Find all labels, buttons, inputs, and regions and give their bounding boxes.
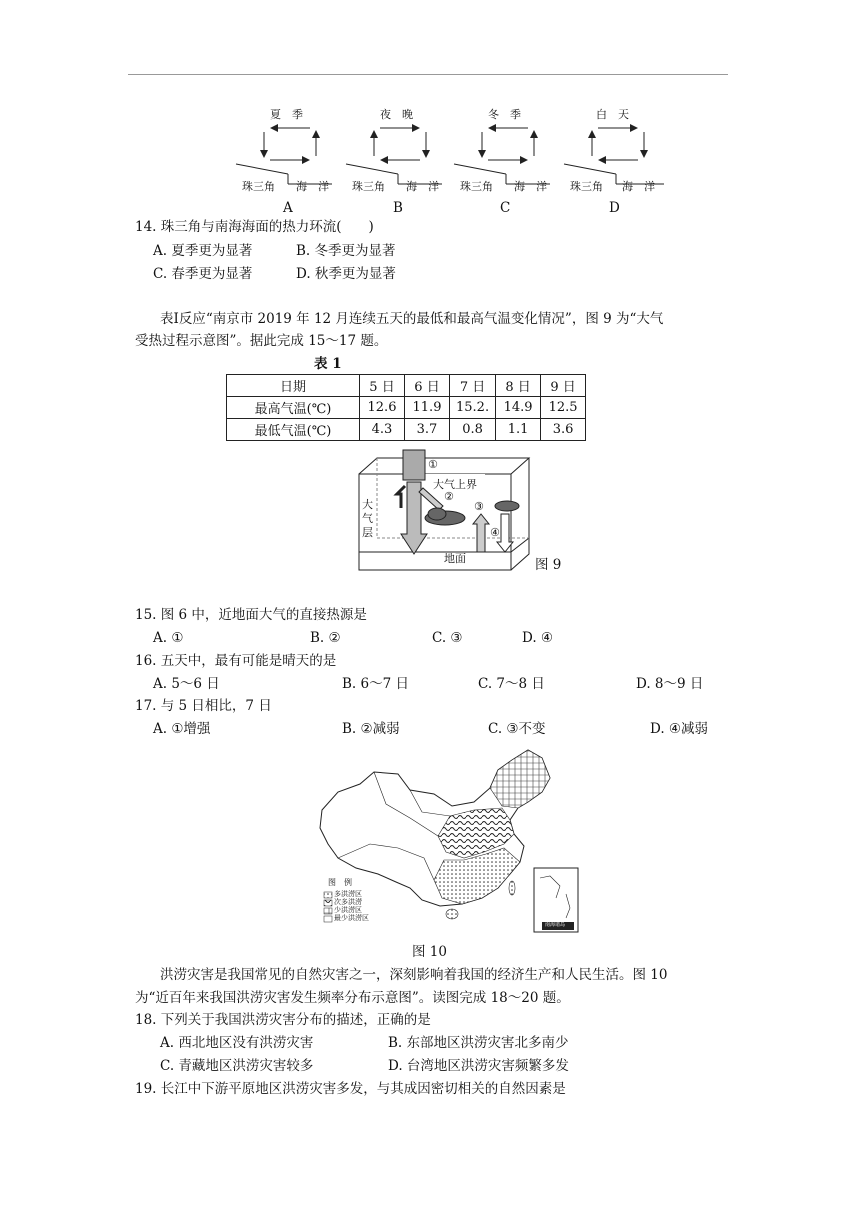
- panel-d-top: 白 天: [596, 108, 629, 121]
- table1-caption: 表 1: [314, 356, 342, 372]
- intro2-line2: 为“近百年来我国洪涝灾害发生频率分布示意图”。读图完成 18～20 题。: [135, 990, 570, 1006]
- table-cell: 7 日: [450, 375, 496, 397]
- table-cell: 1.1: [496, 419, 541, 441]
- q18-option-d: D. 台湾地区洪涝灾害频繁多发: [388, 1058, 569, 1074]
- panel-a-sea: 海 洋: [296, 180, 329, 193]
- intro2-line1: 洪涝灾害是我国常见的自然灾害之一，深刻影响着我国的经济生产和人民生活。图 10: [160, 967, 668, 983]
- fig9-caption: 图 9: [535, 557, 562, 573]
- panel-b-land: 珠三角: [352, 180, 385, 193]
- panel-c-land: 珠三角: [460, 180, 493, 193]
- intro1-line1: 表Ⅰ反应“南京市 2019 年 12 月连续五天的最低和最高气温变化情况”，图 9 为“大气: [160, 311, 664, 327]
- q15-stem: 15. 图 6 中，近地面大气的直接热源是: [135, 607, 367, 623]
- q18-option-c: C. 青藏地区洪涝灾害较多: [160, 1058, 314, 1074]
- table-cell: 最低气温(℃): [227, 419, 360, 441]
- panel-c-sea: 海 洋: [514, 180, 547, 193]
- panel-a-top: 夏 季: [270, 108, 303, 121]
- fig9-mark-1: ①: [428, 458, 438, 471]
- table-cell: 日期: [227, 375, 360, 397]
- legend-title: 图 例: [328, 878, 352, 887]
- q14-option-d: D. 秋季更为显著: [296, 266, 396, 282]
- q18-option-b: B. 东部地区洪涝灾害北多南少: [388, 1035, 569, 1051]
- q17-option-c: C. ③不变: [488, 721, 546, 737]
- table-row: [227, 419, 586, 441]
- q17-stem: 17. 与 5 日相比，7 日: [135, 698, 272, 714]
- legend-item-1: 多洪涝区: [334, 890, 362, 898]
- table-cell: 9 日: [541, 375, 586, 397]
- table-cell: 0.8: [450, 419, 496, 441]
- q16-option-d: D. 8～9 日: [636, 676, 704, 692]
- q15-option-a: A. ①: [153, 630, 184, 646]
- header-rule: [128, 74, 728, 75]
- fig9-top-label: 大气上界: [433, 478, 477, 491]
- table-cell: 3.7: [405, 419, 450, 441]
- panel-d-land: 珠三角: [570, 180, 603, 193]
- q14-option-b: B. 冬季更为显著: [296, 243, 396, 259]
- table-header-row: [227, 375, 586, 397]
- q17-option-a: A. ①增强: [153, 721, 211, 737]
- q18-option-a: A. 西北地区没有洪涝灾害: [160, 1035, 314, 1051]
- q14-option-c: C. 春季更为显著: [153, 266, 253, 282]
- fig10-caption: 图 10: [412, 944, 447, 960]
- table-cell: 12.5: [541, 397, 586, 419]
- legend-item-3: 少洪涝区: [334, 906, 362, 914]
- q17-option-b: B. ②减弱: [342, 721, 400, 737]
- panel-b-letter: B: [393, 200, 403, 216]
- panel-b-sea: 海 洋: [406, 180, 439, 193]
- table-row: [227, 397, 586, 419]
- q16-option-a: A. 5～6 日: [153, 676, 220, 692]
- fig9-mark-2: ②: [444, 490, 454, 503]
- table-1: [226, 374, 586, 441]
- table-cell: 12.6: [360, 397, 405, 419]
- q14-stem: 14. 珠三角与南海海面的热力环流( ): [135, 219, 374, 235]
- panel-d-sea: 海 洋: [622, 180, 655, 193]
- table-cell: 14.9: [496, 397, 541, 419]
- panel-a-land: 珠三角: [242, 180, 275, 193]
- q15-option-c: C. ③: [432, 630, 463, 646]
- table-cell: 5 日: [360, 375, 405, 397]
- fig9-side-3: 层: [362, 526, 373, 539]
- q15-option-b: B. ②: [310, 630, 341, 646]
- panel-b: [346, 128, 442, 184]
- panel-c-letter: C: [500, 200, 511, 216]
- q14-option-a: A. 夏季更为显著: [153, 243, 253, 259]
- table-cell: 4.3: [360, 419, 405, 441]
- table-cell: 11.9: [405, 397, 450, 419]
- panel-b-top: 夜 晚: [380, 108, 413, 121]
- panel-c: [454, 128, 550, 184]
- fig9-ground-label: 地面: [444, 552, 466, 565]
- fig9-mark-4: ④: [490, 526, 500, 539]
- q17-option-d: D. ④减弱: [650, 721, 709, 737]
- fig9-mark-3: ③: [474, 500, 484, 513]
- fig9-side-2: 气: [362, 512, 373, 525]
- panel-a-letter: A: [283, 200, 293, 216]
- fig9-side-1: 大: [362, 498, 373, 511]
- table-cell: 15.2.: [450, 397, 496, 419]
- panel-d: [564, 128, 664, 184]
- intro1-line2: 受热过程示意图”。据此完成 15～17 题。: [135, 333, 388, 349]
- q16-option-c: C. 7～8 日: [478, 676, 545, 692]
- legend-item-4: 最少洪涝区: [334, 914, 369, 922]
- panel-c-top: 冬 季: [488, 108, 521, 121]
- inset-label: 南海诸岛: [545, 922, 566, 928]
- q16-option-b: B. 6～7 日: [342, 676, 409, 692]
- legend-item-2: 次多洪涝: [334, 898, 362, 906]
- q19-stem: 19. 长江中下游平原地区洪涝灾害多发，与其成因密切相关的自然因素是: [135, 1081, 566, 1097]
- table-cell: 6 日: [405, 375, 450, 397]
- panel-d-letter: D: [609, 200, 620, 216]
- table-cell: 3.6: [541, 419, 586, 441]
- q16-stem: 16. 五天中，最有可能是晴天的是: [135, 653, 337, 669]
- table-cell: 8 日: [496, 375, 541, 397]
- table-cell: 最高气温(℃): [227, 397, 360, 419]
- panel-a: [236, 128, 332, 184]
- q18-stem: 18. 下列关于我国洪涝灾害分布的描述，正确的是: [135, 1012, 431, 1028]
- q15-option-d: D. ④: [522, 630, 554, 646]
